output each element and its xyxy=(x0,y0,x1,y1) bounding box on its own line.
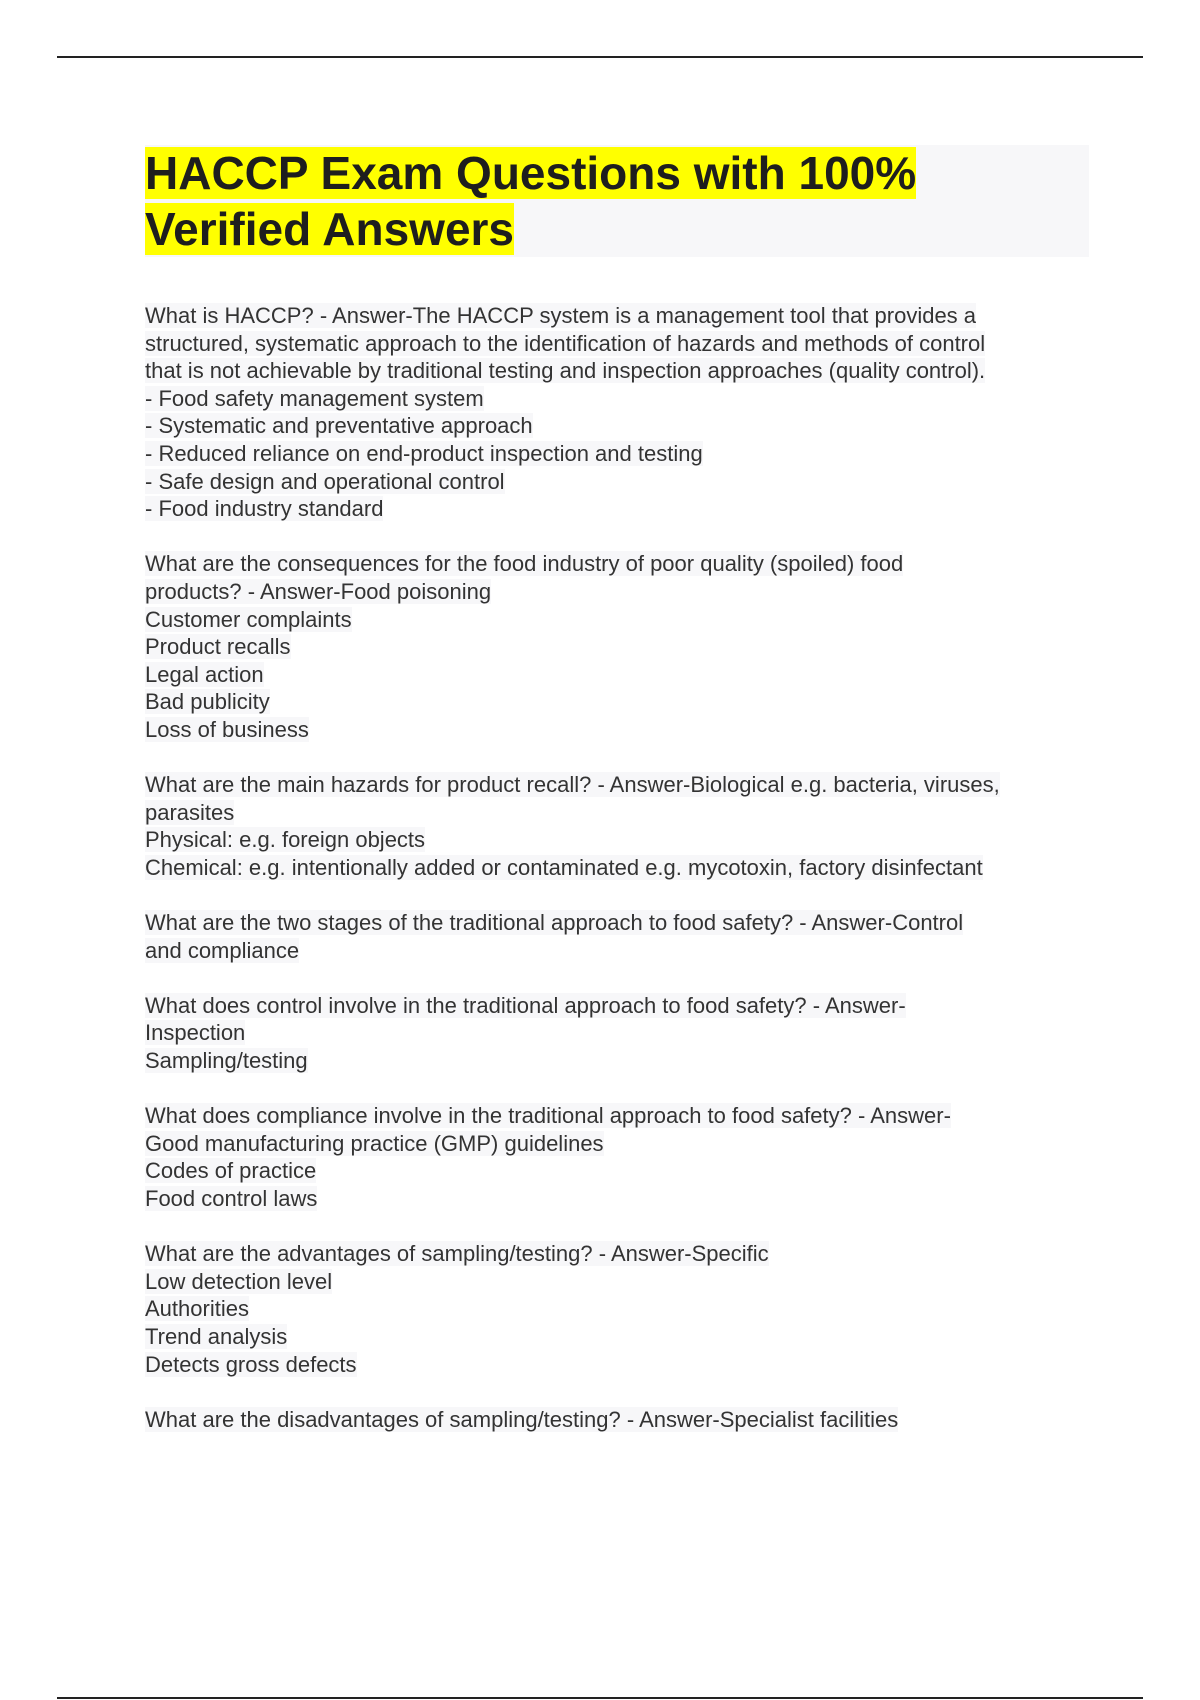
title-line-2: Verified Answers xyxy=(145,203,515,255)
answer-line: Food control laws xyxy=(145,1186,318,1211)
answer-line: Loss of business xyxy=(145,716,309,742)
answer-line: - Food safety management system xyxy=(145,385,484,411)
answer-line: structured, systematic approach to the identification of hazards and methods of control xyxy=(145,330,986,356)
answer-line: - Systematic and preventative approach xyxy=(145,413,533,439)
question-line: What does control involve in the traditional approach to food safety? - Answer- xyxy=(145,992,906,1018)
qa-item-2 xyxy=(145,550,1095,743)
answer-line: Detects gross defects xyxy=(145,1351,357,1377)
answer-line: Legal action xyxy=(145,661,264,687)
qa-item-1 xyxy=(145,302,1095,523)
answer-line: Inspection xyxy=(145,1020,246,1046)
question-line: What are the consequences for the food industry of poor quality (spoiled) food xyxy=(145,551,904,577)
question-line: What are the main hazards for product recall? - Answer-Biological e.g. bacteria, viruses, xyxy=(145,772,1000,798)
answer-line: products? - Answer-Food poisoning xyxy=(145,578,492,604)
page-title xyxy=(145,145,1089,257)
answer-line: Good manufacturing practice (GMP) guidelines xyxy=(145,1130,604,1156)
qa-item-3 xyxy=(145,771,1095,881)
answer-line: that is not achievable by traditional testing and inspection approaches (quality control). xyxy=(145,358,986,384)
qa-content xyxy=(145,302,1095,1461)
answer-line: Low detection level xyxy=(145,1268,333,1294)
question-line: What does compliance involve in the traditional approach to food safety? - Answer- xyxy=(145,1103,951,1129)
title-block xyxy=(145,145,1089,257)
answer-line: Codes of practice xyxy=(145,1158,317,1184)
top-rule xyxy=(57,56,1143,58)
answer-line: parasites xyxy=(145,799,235,825)
question-line: What is HACCP? - Answer-The HACCP system is a management tool that provides a xyxy=(145,303,977,328)
answer-line: - Reduced reliance on end-product inspection and testing xyxy=(145,440,703,466)
answer-line: and compliance xyxy=(145,937,300,963)
question-line: What are the disadvantages of sampling/testing? - Answer-Specialist facilities xyxy=(145,1406,899,1432)
qa-item-8 xyxy=(145,1406,1095,1434)
answer-line: Product recalls xyxy=(145,634,291,660)
answer-line: Customer complaints xyxy=(145,606,352,632)
qa-item-5 xyxy=(145,992,1095,1075)
answer-line: Chemical: e.g. intentionally added or contaminated e.g. mycotoxin, factory disinfectant xyxy=(145,854,983,880)
answer-line: - Food industry standard xyxy=(145,496,384,522)
qa-item-6 xyxy=(145,1102,1095,1212)
answer-line: Bad publicity xyxy=(145,689,270,715)
qa-item-4 xyxy=(145,909,1095,964)
answer-line: Trend analysis xyxy=(145,1323,288,1349)
answer-line: - Safe design and operational control xyxy=(145,468,505,494)
title-line-1: HACCP Exam Questions with 100% xyxy=(145,147,917,199)
answer-line: Physical: e.g. foreign objects xyxy=(145,827,426,853)
bottom-rule xyxy=(57,1697,1143,1699)
answer-line: Sampling/testing xyxy=(145,1048,308,1074)
question-line: What are the two stages of the traditional approach to food safety? - Answer-Control xyxy=(145,910,964,936)
qa-item-7 xyxy=(145,1240,1095,1378)
answer-line: Authorities xyxy=(145,1296,249,1322)
question-line: What are the advantages of sampling/testing? - Answer-Specific xyxy=(145,1241,769,1267)
